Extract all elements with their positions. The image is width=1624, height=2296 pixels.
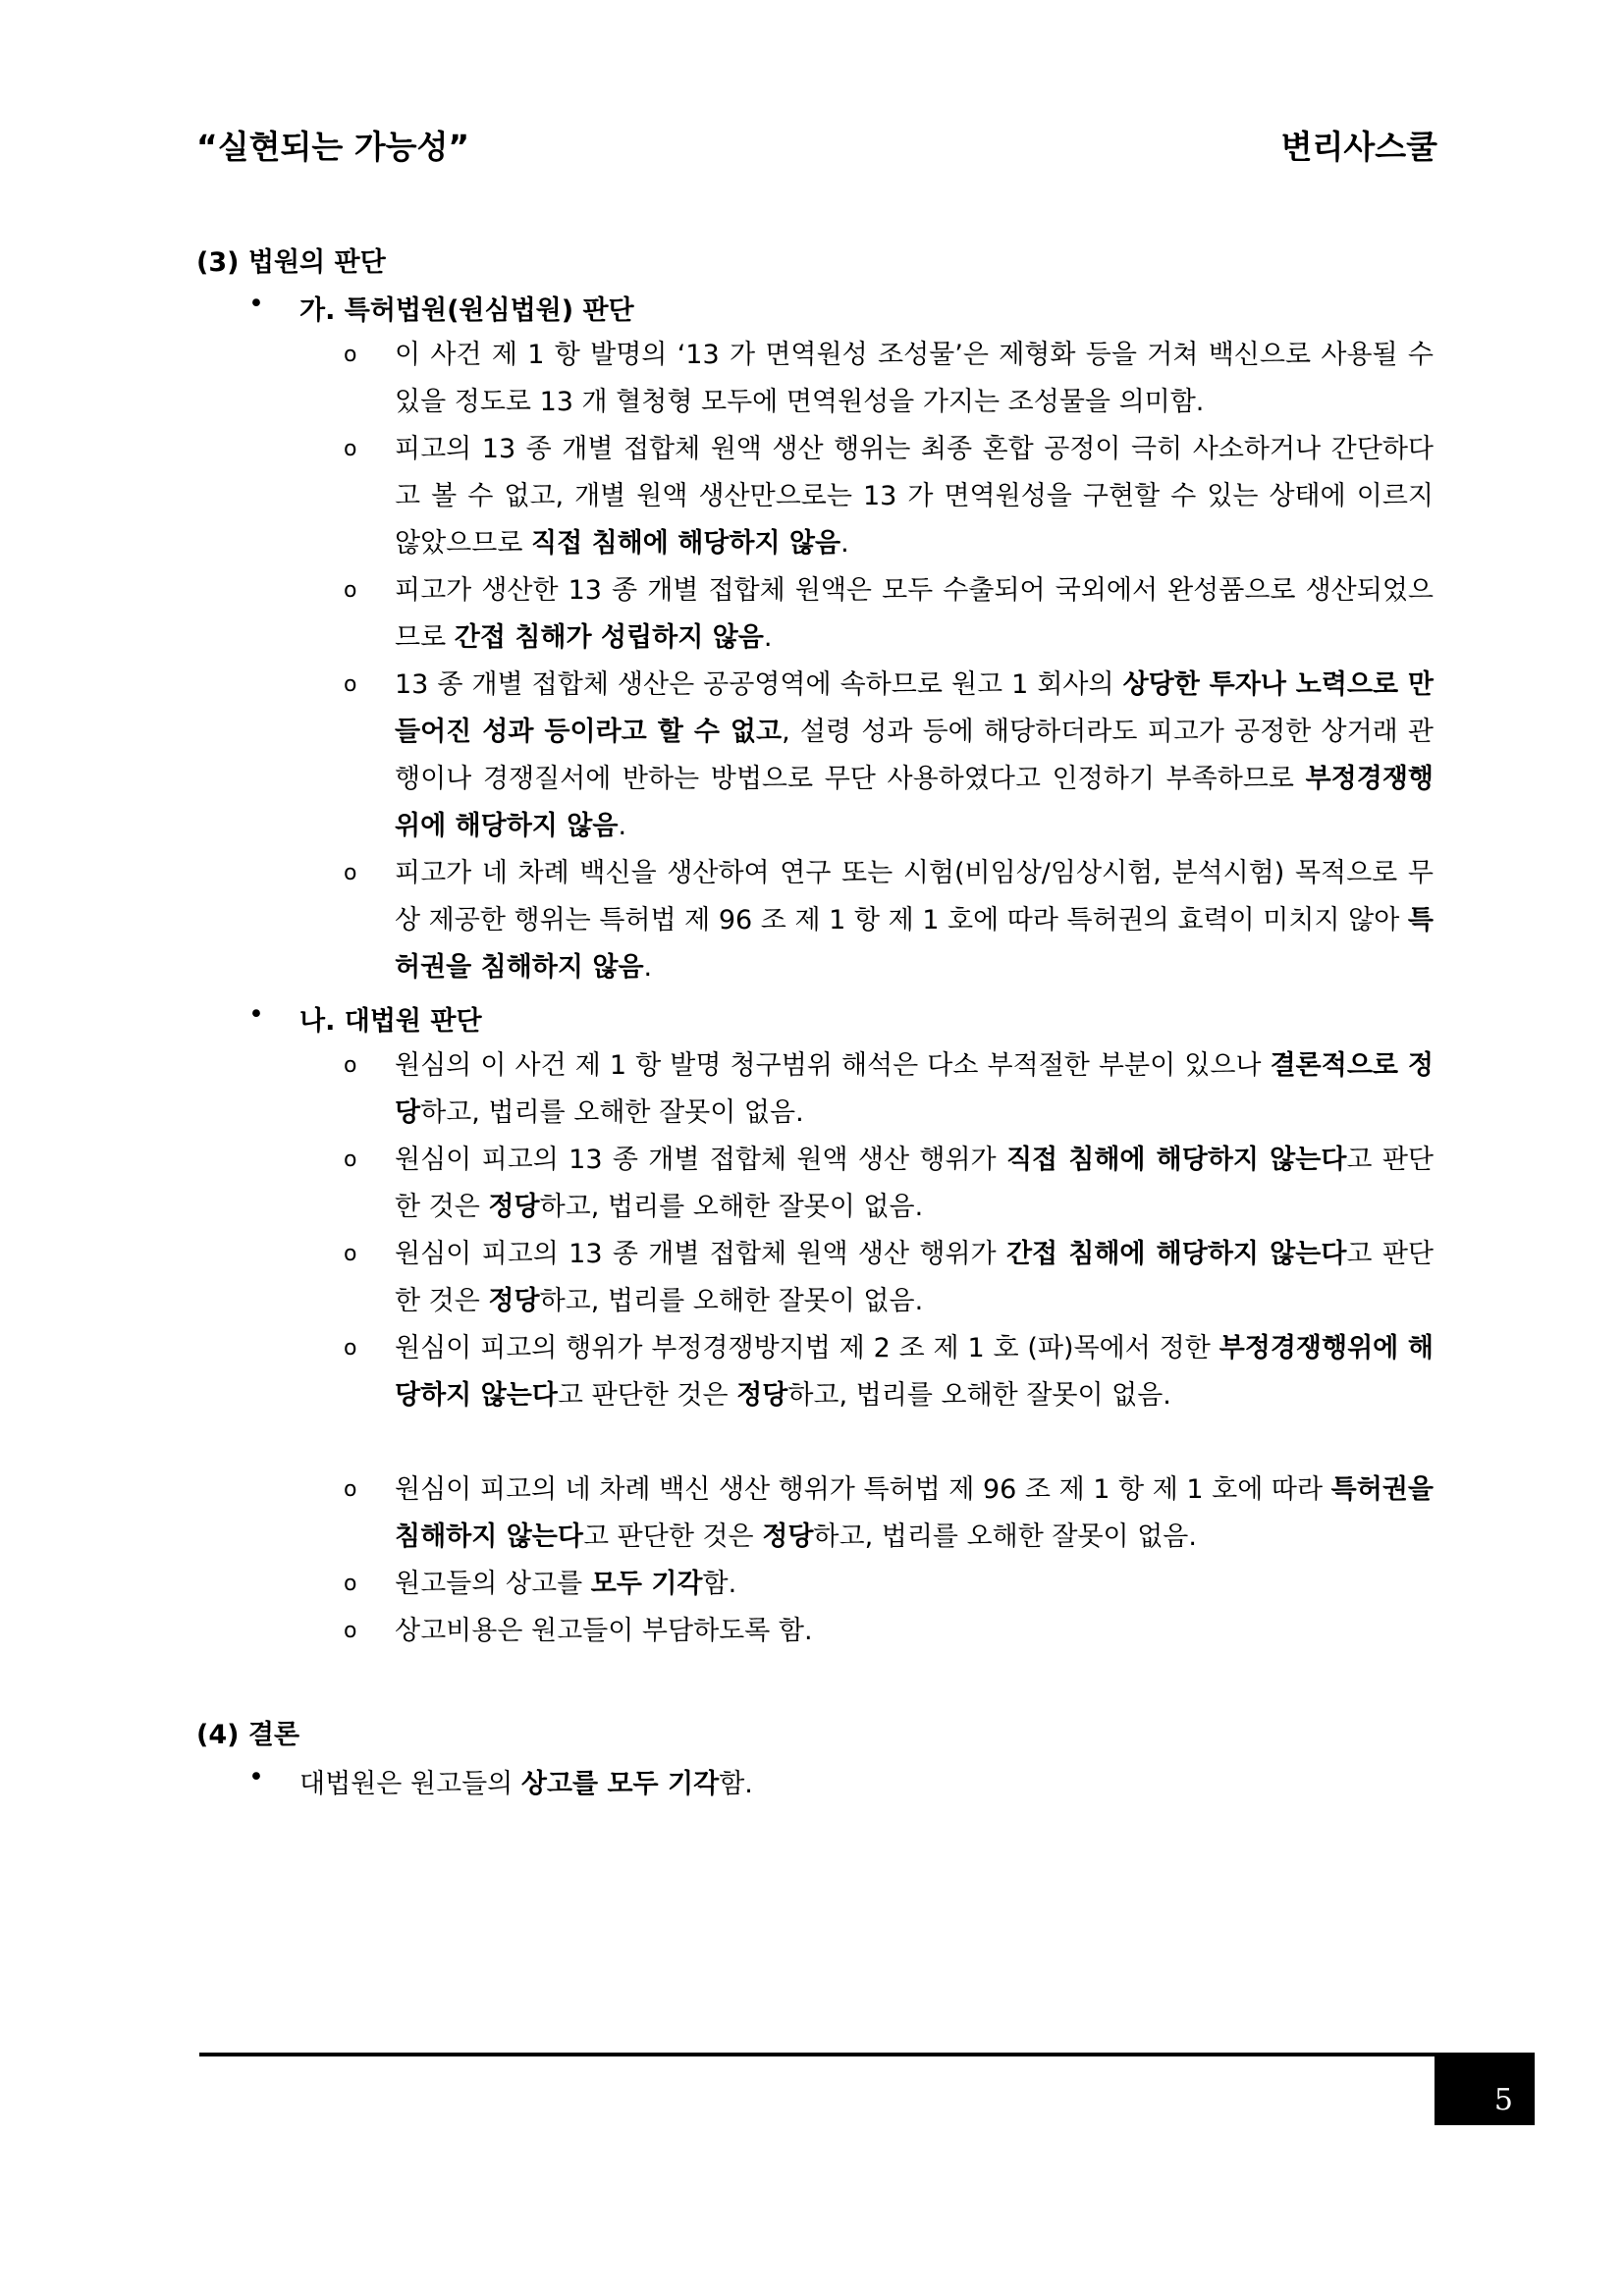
text-run: 상고비용은 원고들이 부담하도록 함. <box>395 1616 813 1646</box>
header-title: “실현되는 가능성” <box>196 128 470 166</box>
text-run: 하고, 법리를 오해한 잘못이 없음. <box>539 1192 924 1222</box>
bold-phrase: 특허권을 침해하지 않는다 <box>395 1474 1434 1552</box>
ga-item-3 <box>344 567 1434 662</box>
text-run: 함. <box>702 1569 737 1599</box>
conclusion-text <box>299 1762 753 1800</box>
circle-bullet-icon: o <box>344 437 357 461</box>
circle-bullet-icon: o <box>344 1477 357 1502</box>
text-run: 고 판단한 것은 <box>557 1380 737 1411</box>
ga-item-2 <box>344 426 1434 567</box>
subsection-na-label: 나. 대법원 판단 <box>299 1006 482 1037</box>
circle-bullet-icon: o <box>344 578 357 603</box>
text-run: 원심이 피고의 행위가 부정경쟁방지법 제 2 조 제 1 호 (파)목에서 정한 <box>395 1333 1219 1363</box>
na-item-2 <box>344 1137 1434 1231</box>
bold-phrase: 간접 침해가 성립하지 않음 <box>454 622 764 653</box>
na-item-1 <box>344 1042 1434 1137</box>
bullet-icon: • <box>248 289 264 319</box>
circle-bullet-icon: o <box>344 861 357 885</box>
circle-bullet-icon: o <box>344 1053 357 1078</box>
na-item-4 <box>344 1325 1435 1419</box>
text-run: 원심의 이 사건 제 1 항 발명 청구범위 해석은 다소 부적절한 부분이 있으나 <box>395 1050 1271 1081</box>
text-run: , 설령 성과 등에 해당하더라도 피고가 공정한 상거래 관행이나 경쟁질서에 반하는 방법으로 무단 사용하였다고 인정하기 부족하므로 <box>395 717 1435 794</box>
bold-phrase: 정당 <box>488 1286 540 1316</box>
page-number-box <box>1435 2053 1535 2125</box>
text-run: 대법원은 원고들의 <box>299 1769 521 1799</box>
text-run: . <box>763 622 773 653</box>
ga-item-5 <box>344 850 1434 991</box>
circle-bullet-icon: o <box>344 1148 357 1172</box>
text-run: 이 사건 제 1 항 발명의 ‘13 가 면역원성 조성물’은 제형화 등을 거쳐 백신으로 사용될 수 있을 정도로 13 개 혈청형 모두에 면역원성을 가지는 조성물을 의미함. <box>395 340 1434 417</box>
na-item-5 <box>344 1467 1434 1561</box>
text-run: 원심이 피고의 13 종 개별 접합체 원액 생산 행위가 <box>395 1145 1006 1175</box>
ga-item-1 <box>344 332 1434 426</box>
text-run: 하고, 법리를 오해한 잘못이 없음. <box>539 1286 924 1316</box>
bold-phrase: 간접 침해에 해당하지 않는다 <box>1005 1239 1347 1269</box>
section-3-heading: (3) 법원의 판단 <box>196 247 386 278</box>
text-run: . <box>840 528 849 559</box>
bold-phrase: 상당한 투자나 노력으로 만들어진 성과 등이라고 할 수 없고 <box>395 669 1434 747</box>
bold-phrase: 상고를 모두 기각 <box>520 1769 720 1799</box>
header-brand: 변리사스쿨 <box>1280 128 1437 166</box>
text-run: . <box>643 952 653 983</box>
text-run: 원심이 피고의 네 차례 백신 생산 행위가 특허법 제 96 조 제 1 항 제 1 호에 따라 <box>395 1474 1331 1505</box>
bold-phrase: 정당 <box>736 1380 788 1411</box>
text-run: 원고들의 상고를 <box>395 1569 591 1599</box>
bold-phrase: 정당 <box>488 1192 540 1222</box>
text-run: 하고, 법리를 오해한 잘못이 없음. <box>787 1380 1171 1411</box>
circle-bullet-icon: o <box>344 1242 357 1266</box>
bold-phrase: 부정경쟁행위에 해당하지 않음 <box>395 764 1434 841</box>
text-run: 고 판단한 것은 <box>582 1522 763 1552</box>
text-run: 고 판단한 것은 <box>395 1145 1434 1222</box>
text-run: . <box>618 811 627 841</box>
circle-bullet-icon: o <box>344 1572 357 1596</box>
bold-phrase: 직접 침해에 해당하지 않음 <box>531 528 841 559</box>
page-number: 5 <box>1493 2083 1513 2117</box>
circle-bullet-icon: o <box>344 343 357 367</box>
section-4-heading: (4) 결론 <box>196 1720 300 1750</box>
text-run: 하고, 법리를 오해한 잘못이 없음. <box>420 1097 804 1128</box>
circle-bullet-icon: o <box>344 1336 357 1361</box>
text-run: 원심이 피고의 13 종 개별 접합체 원액 생산 행위가 <box>395 1239 1006 1269</box>
bold-phrase: 결론적으로 정당 <box>395 1050 1434 1128</box>
bullet-icon: • <box>248 999 264 1030</box>
text-run: 피고가 생산한 13 종 개별 접합체 원액은 모두 수출되어 국외에서 완성품으로 생산되었으므로 <box>395 575 1434 653</box>
footer-rule <box>199 2053 1436 2056</box>
text-run: 피고가 네 차례 백신을 생산하여 연구 또는 시험(비임상/임상시험, 분석시험) 목적으로 무상 제공한 행위는 특허법 제 96 조 제 1 항 제 1 호에 따라 특허권의 효력이 미치지 않아 <box>395 858 1434 935</box>
text-run: 하고, 법리를 오해한 잘못이 없음. <box>813 1522 1197 1552</box>
circle-bullet-icon: o <box>344 1619 357 1643</box>
bold-phrase: 직접 침해에 해당하지 않는다 <box>1005 1145 1347 1175</box>
na-item-3 <box>344 1231 1434 1325</box>
bold-phrase: 부정경쟁행위에 해당하지 않는다 <box>395 1333 1435 1411</box>
text-run: 13 종 개별 접합체 생산은 공공영역에 속하므로 원고 1 회사의 <box>395 669 1123 700</box>
bold-phrase: 특허권을 침해하지 않음 <box>395 905 1434 983</box>
bold-phrase: 정당 <box>762 1522 814 1552</box>
text-run: 고 판단한 것은 <box>395 1239 1434 1316</box>
bullet-icon: • <box>248 1762 264 1792</box>
ga-item-4 <box>344 662 1435 850</box>
subsection-ga-label: 가. 특허법원(원심법원) 판단 <box>299 295 634 326</box>
bold-phrase: 모두 기각 <box>590 1569 703 1599</box>
na-item-7 <box>344 1608 1434 1655</box>
text-run: 피고의 13 종 개별 접합체 원액 생산 행위는 최종 혼합 공정이 극히 사소하거나 간단하다고 볼 수 없고, 개별 원액 생산만으로는 13 가 면역원성을 구현할 수 있는 상태에 이르지 않았으므로 <box>395 434 1434 559</box>
text-run: 함. <box>719 1769 753 1799</box>
circle-bullet-icon: o <box>344 672 357 697</box>
na-item-6 <box>344 1561 1434 1608</box>
